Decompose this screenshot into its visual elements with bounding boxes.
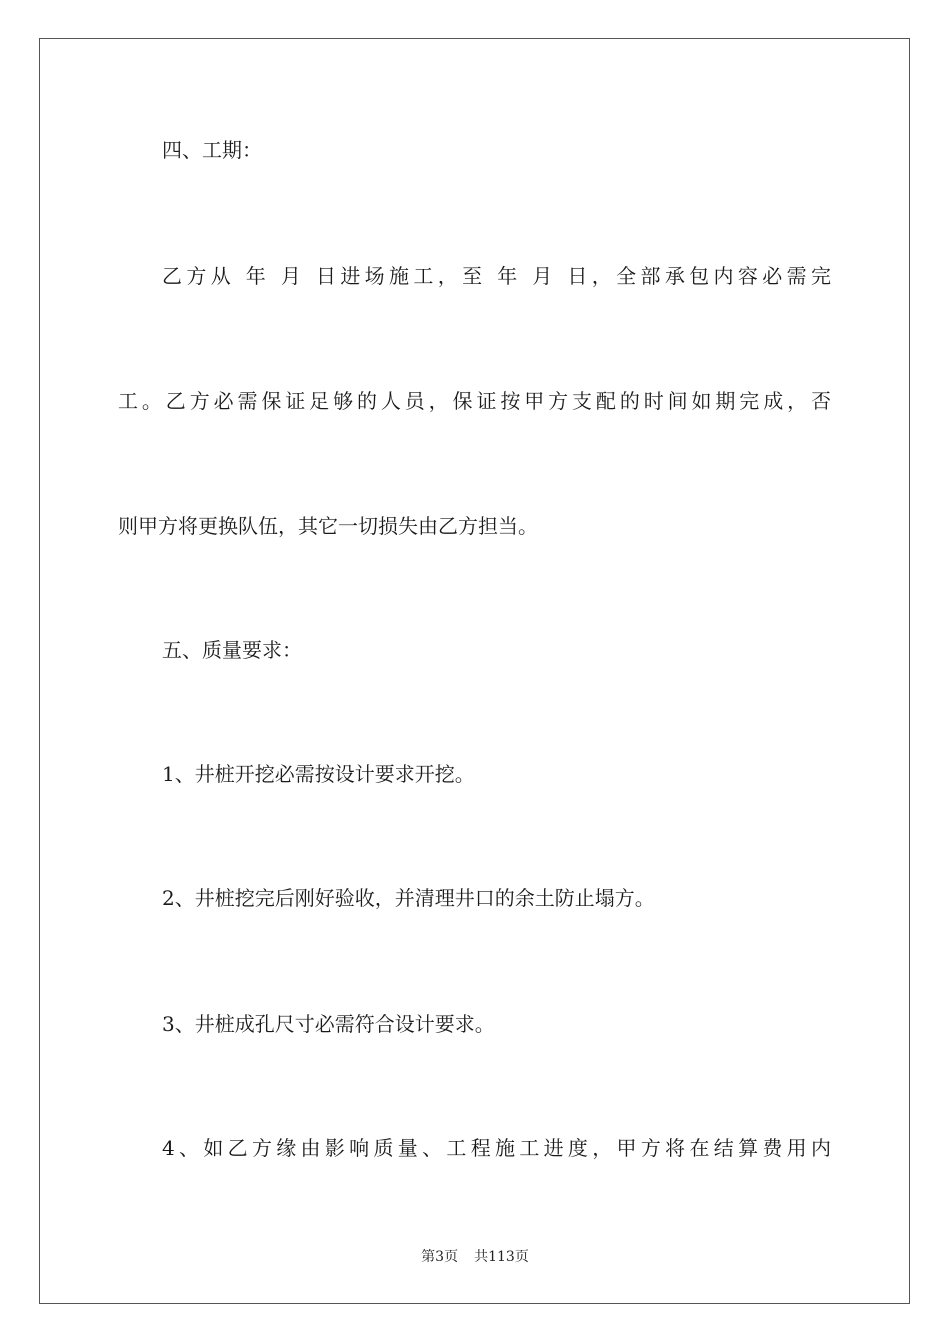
paragraph-line: 工。乙方必需保证足够的人员，保证按甲方支配的时间如期完成，否 [118, 389, 831, 413]
page-frame [39, 38, 910, 1304]
list-item: 4、如乙方缘由影响质量、工程施工进度，甲方将在结算费用内 [162, 1136, 831, 1160]
list-item: 3、井桩成孔尺寸必需符合设计要求。 [162, 1012, 495, 1036]
section-heading-schedule: 四、工期： [162, 138, 262, 162]
page-total: 共113页 [474, 1249, 529, 1265]
paragraph-line: 乙方从 年 月 日进场施工，至 年 月 日，全部承包内容必需完 [162, 264, 831, 288]
section-heading-quality: 五、质量要求： [162, 638, 302, 662]
page-number: 第3页 [421, 1249, 459, 1265]
paragraph-line: 则甲方将更换队伍，其它一切损失由乙方担当。 [118, 514, 538, 538]
list-item: 1、井桩开挖必需按设计要求开挖。 [162, 762, 475, 786]
page-footer [0, 1248, 950, 1266]
list-item: 2、井桩挖完后刚好验收，并清理井口的余土防止塌方。 [162, 886, 655, 910]
